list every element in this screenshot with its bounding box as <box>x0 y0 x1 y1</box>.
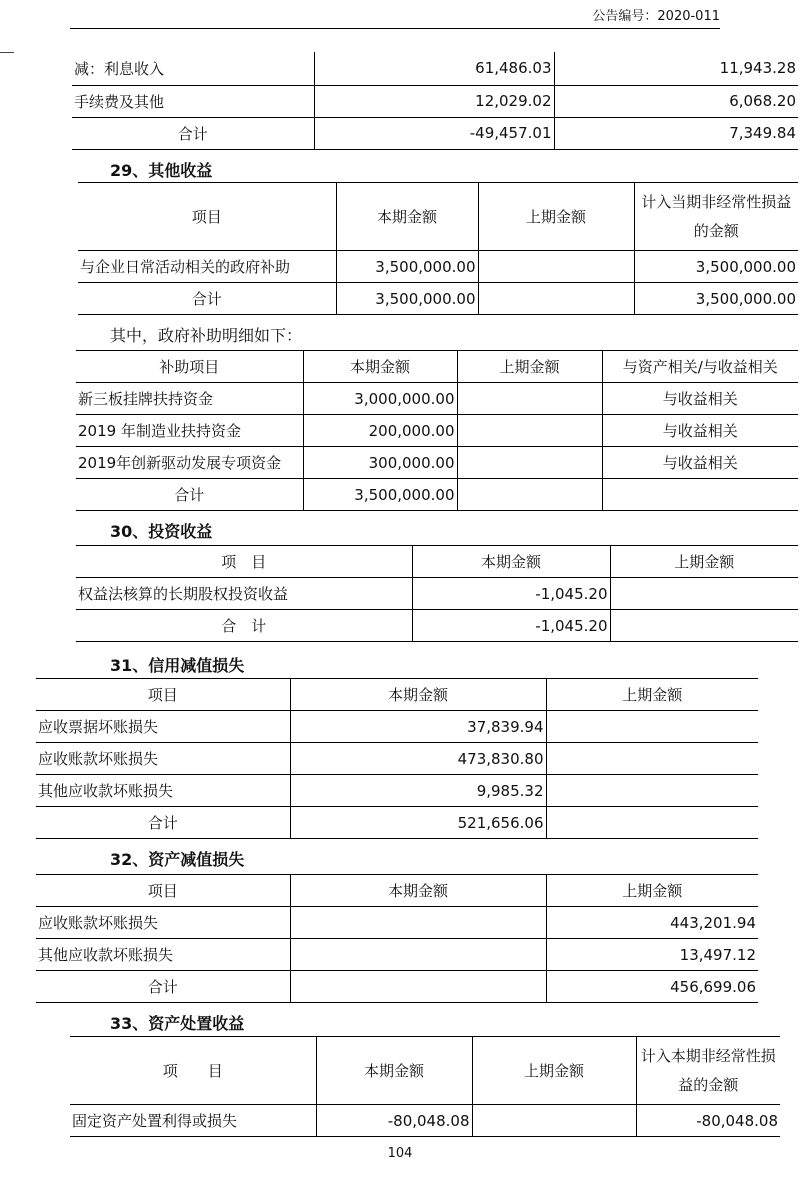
row-label: 固定资产处置利得或损失 <box>70 1105 316 1137</box>
row-label: 合计 <box>76 479 303 511</box>
nonrecurring-amount: 3,500,000.00 <box>634 283 798 315</box>
column-header: 本期金额 <box>336 183 478 251</box>
table-row <box>36 939 758 971</box>
announcement-number: 公告编号：2020-011 <box>592 9 720 24</box>
column-header: 与资产相关/与收益相关 <box>602 351 798 383</box>
table-row <box>72 117 798 149</box>
previous-amount <box>478 283 634 315</box>
previous-amount <box>546 775 758 807</box>
relation: 与收益相关 <box>602 447 798 479</box>
column-header: 本期金额 <box>412 546 610 578</box>
subsidy-note: 其中，政府补助明细如下： <box>110 326 303 345</box>
previous-amount: 443,201.94 <box>546 907 758 939</box>
previous-amount <box>457 415 602 447</box>
relation: 与收益相关 <box>602 383 798 415</box>
relation <box>602 479 798 511</box>
table-header-row <box>76 351 798 383</box>
row-label: 合计 <box>78 283 336 315</box>
column-header: 上期金额 <box>457 351 602 383</box>
table-header-row <box>36 875 758 907</box>
table-row <box>36 711 758 743</box>
row-label: 权益法核算的长期股权投资收益 <box>76 578 412 610</box>
asset-disposal-table <box>70 1036 780 1137</box>
table-row <box>76 415 798 447</box>
row-label: 其他应收款坏账损失 <box>36 939 290 971</box>
previous-amount: 456,699.06 <box>546 971 758 1003</box>
table-row <box>36 971 758 1003</box>
credit-impairment-table <box>36 678 758 839</box>
row-label: 合计 <box>72 117 314 149</box>
page-header <box>70 0 720 29</box>
previous-amount <box>457 383 602 415</box>
current-amount: 3,000,000.00 <box>303 383 457 415</box>
current-amount <box>290 907 546 939</box>
row-label: 合 计 <box>76 610 412 642</box>
column-header: 计入本期非经常性损益的金额 <box>636 1037 780 1105</box>
previous-amount: 7,349.84 <box>554 117 798 149</box>
previous-amount <box>546 807 758 839</box>
row-label: 与企业日常活动相关的政府补助 <box>78 251 336 283</box>
previous-amount <box>457 479 602 511</box>
section-heading-31: 31、信用减值损失 <box>110 656 245 675</box>
previous-amount <box>457 447 602 479</box>
table-row <box>78 251 798 283</box>
row-label: 2019年创新驱动发展专项资金 <box>76 447 303 479</box>
column-header: 本期金额 <box>316 1037 472 1105</box>
table-row <box>76 447 798 479</box>
financial-expense-table <box>72 52 798 150</box>
column-header: 上期金额 <box>478 183 634 251</box>
column-header: 本期金额 <box>290 679 546 711</box>
nonrecurring-amount: -80,048.08 <box>636 1105 780 1137</box>
other-income-table <box>78 182 798 315</box>
column-header: 计入当期非经常性损益的金额 <box>634 183 798 251</box>
current-amount: 300,000.00 <box>303 447 457 479</box>
previous-amount <box>610 610 798 642</box>
column-header: 项目 <box>36 875 290 907</box>
table-header-row <box>76 546 798 578</box>
previous-amount: 11,943.28 <box>554 52 798 85</box>
table-row <box>36 807 758 839</box>
table-row <box>72 85 798 117</box>
row-label: 应收账款坏账损失 <box>36 907 290 939</box>
current-amount: 3,500,000.00 <box>336 283 478 315</box>
table-row <box>36 743 758 775</box>
column-header: 本期金额 <box>303 351 457 383</box>
column-header: 上期金额 <box>472 1037 636 1105</box>
column-header: 项 目 <box>76 546 412 578</box>
current-amount: -1,045.20 <box>412 610 610 642</box>
row-label: 手续费及其他 <box>72 85 314 117</box>
table-row <box>76 479 798 511</box>
current-amount <box>290 971 546 1003</box>
previous-amount <box>478 251 634 283</box>
previous-amount <box>610 578 798 610</box>
row-label: 其他应收款坏账损失 <box>36 775 290 807</box>
row-label: 应收票据坏账损失 <box>36 711 290 743</box>
row-label: 合计 <box>36 971 290 1003</box>
row-label: 应收账款坏账损失 <box>36 743 290 775</box>
current-amount <box>290 939 546 971</box>
current-amount: -1,045.20 <box>412 578 610 610</box>
previous-amount: 6,068.20 <box>554 85 798 117</box>
row-label: 新三板挂牌扶持资金 <box>76 383 303 415</box>
current-amount: 521,656.06 <box>290 807 546 839</box>
current-amount: 12,029.02 <box>314 85 554 117</box>
column-header: 上期金额 <box>546 679 758 711</box>
table-row <box>36 775 758 807</box>
current-amount: 3,500,000.00 <box>336 251 478 283</box>
current-amount: 61,486.03 <box>314 52 554 85</box>
column-header: 上期金额 <box>610 546 798 578</box>
section-heading-29: 29、其他收益 <box>110 161 213 180</box>
table-row <box>72 52 798 85</box>
table-row <box>76 610 798 642</box>
section-heading-30: 30、投资收益 <box>110 522 213 541</box>
page-number: 104 <box>387 1146 413 1161</box>
table-row <box>70 1105 780 1137</box>
previous-amount <box>472 1105 636 1137</box>
row-label: 2019 年制造业扶持资金 <box>76 415 303 447</box>
previous-amount <box>546 743 758 775</box>
table-row <box>36 907 758 939</box>
section-heading-33: 33、资产处置收益 <box>110 1014 245 1033</box>
column-header: 项 目 <box>70 1037 316 1105</box>
current-amount: 200,000.00 <box>303 415 457 447</box>
section-heading-32: 32、资产减值损失 <box>110 850 245 869</box>
column-header: 补助项目 <box>76 351 303 383</box>
column-header: 本期金额 <box>290 875 546 907</box>
row-label: 合计 <box>36 807 290 839</box>
margin-mark <box>0 52 14 53</box>
investment-income-table <box>76 545 798 642</box>
column-header: 项目 <box>36 679 290 711</box>
current-amount: 9,985.32 <box>290 775 546 807</box>
current-amount: 37,839.94 <box>290 711 546 743</box>
table-row <box>76 383 798 415</box>
table-header-row <box>36 679 758 711</box>
column-header: 上期金额 <box>546 875 758 907</box>
nonrecurring-amount: 3,500,000.00 <box>634 251 798 283</box>
current-amount: -80,048.08 <box>316 1105 472 1137</box>
table-header-row <box>70 1037 780 1105</box>
column-header: 项目 <box>78 183 336 251</box>
table-row <box>76 578 798 610</box>
previous-amount: 13,497.12 <box>546 939 758 971</box>
row-label: 减：利息收入 <box>72 52 314 85</box>
current-amount: 3,500,000.00 <box>303 479 457 511</box>
relation: 与收益相关 <box>602 415 798 447</box>
current-amount: -49,457.01 <box>314 117 554 149</box>
subsidy-detail-table <box>76 350 798 511</box>
previous-amount <box>546 711 758 743</box>
table-row <box>78 283 798 315</box>
table-header-row <box>78 183 798 251</box>
current-amount: 473,830.80 <box>290 743 546 775</box>
asset-impairment-table <box>36 874 758 1003</box>
